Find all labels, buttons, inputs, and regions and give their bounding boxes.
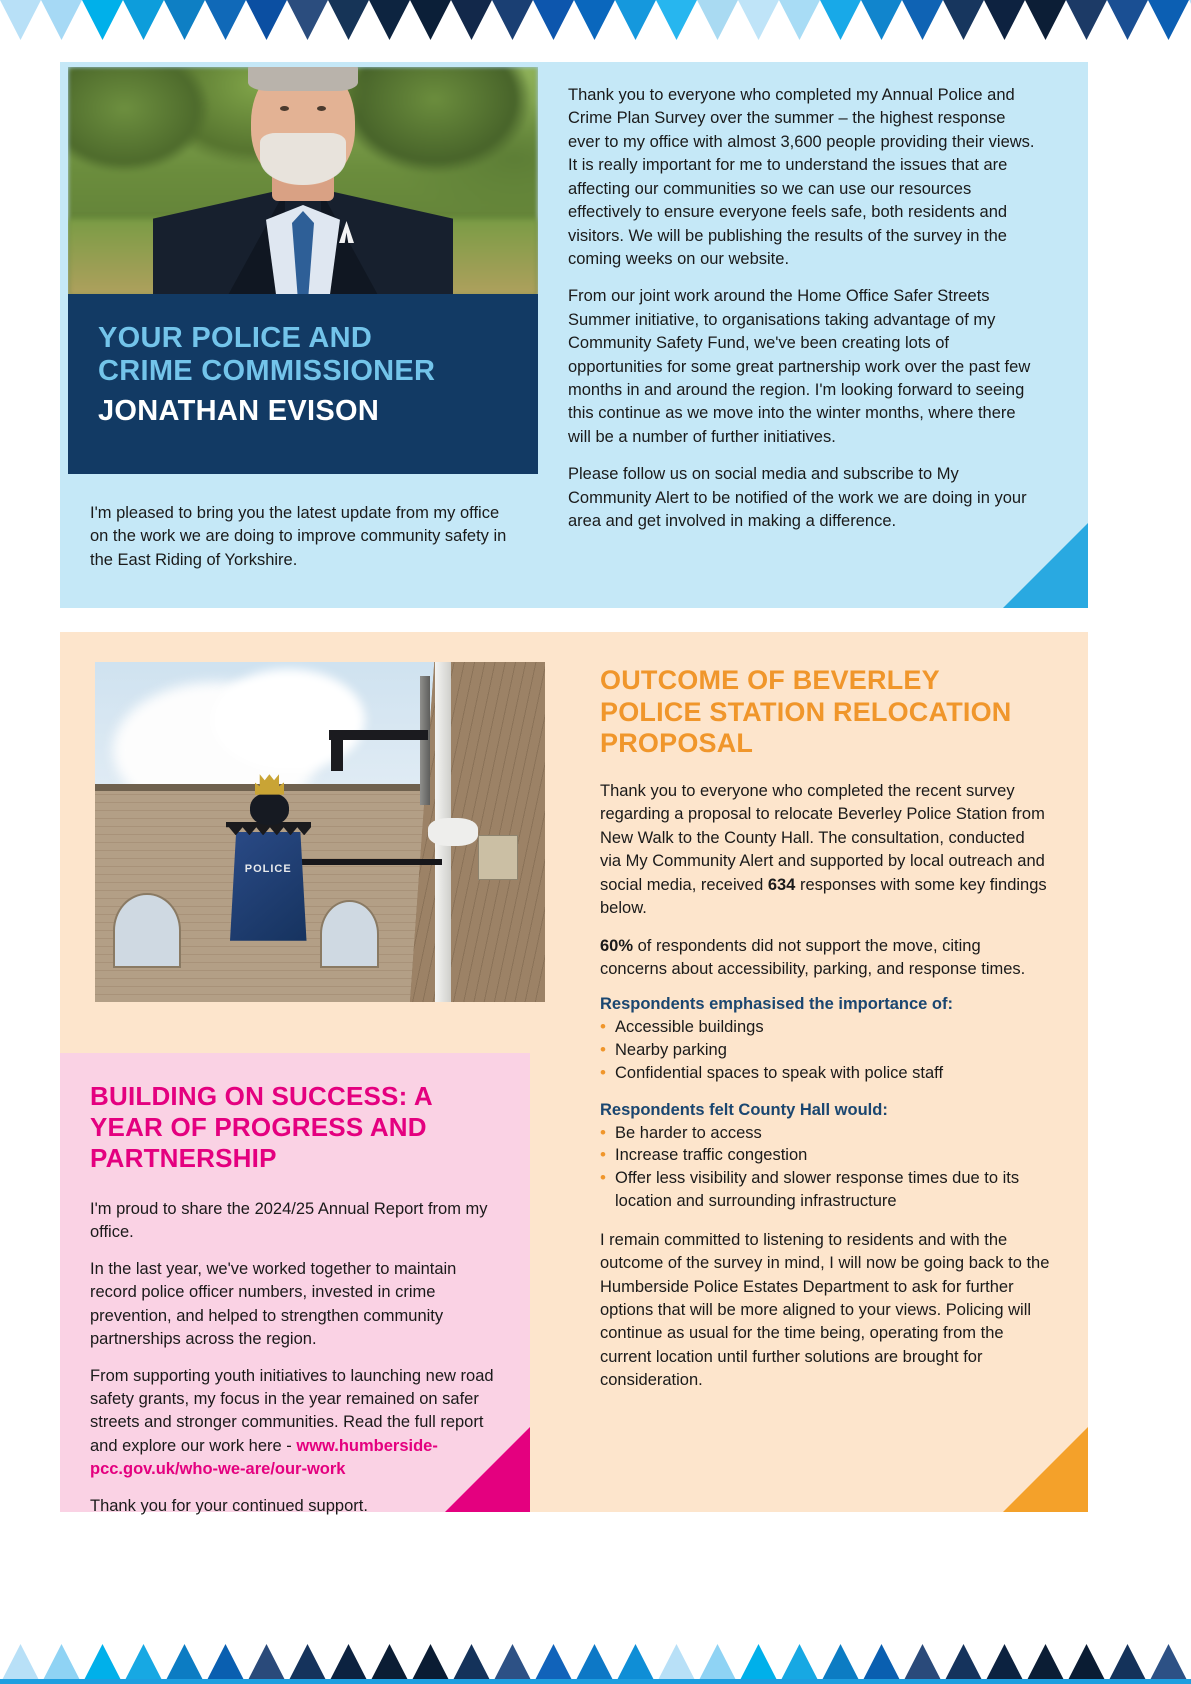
banner-triangle [779,0,820,40]
beverley-p2-post: of respondents did not support the move, citing concerns about accessibility, parking, and response times. [600,936,1026,978]
banner-triangle [492,1644,533,1684]
beverley-paragraph-2 [600,935,1050,982]
list-1-heading: Respondents emphasised the importance of: [600,995,953,1014]
banner-triangle [41,1644,82,1684]
banner-triangle [574,0,615,40]
commissioner-name: JONATHAN EVISON [98,394,380,427]
banner-triangle [1025,1644,1066,1684]
banner-triangle [328,1644,369,1684]
banner-triangle [779,1644,820,1684]
success-paragraph-4: Thank you for your continued support. [90,1496,368,1515]
banner-triangle [246,0,287,40]
banner-triangle [697,0,738,40]
banner-triangle [738,0,779,40]
bottom-accent-bar [0,1679,1191,1684]
banner-triangle [861,0,902,40]
banner-triangle [451,0,492,40]
intro-subtitle: I'm pleased to bring you the latest update from my office on the work we are doing to improve community safety in the East Riding of Yorkshire. [90,504,507,569]
success-paragraph-2: In the last year, we've worked together to maintain record police officer numbers, invested in crime prevention, and helped to strengthen community partnerships across the region. [90,1259,457,1349]
banner-triangle [82,0,123,40]
beverley-paragraph-1 [600,780,1050,921]
list-2-heading: Respondents felt County Hall would: [600,1100,888,1119]
banner-triangle [902,0,943,40]
banner-triangle [41,0,82,40]
success-paragraph-1: I'm proud to share the 2024/25 Annual Report from my office. [90,1200,488,1242]
banner-triangle [615,0,656,40]
headline-line-1: YOUR POLICE AND [98,322,373,354]
banner-triangle [533,0,574,40]
success-paragraph-3 [90,1365,502,1482]
banner-triangle [697,1644,738,1684]
banner-triangle [287,1644,328,1684]
banner-triangle [164,0,205,40]
list-item: • Be harder to access [600,1122,1050,1145]
commissioner-photo [68,67,538,297]
county-hall-concerns-list [600,1122,1050,1213]
banner-triangle [369,1644,410,1684]
list-item: • Nearby parking [600,1039,1050,1062]
list-item: • Offer less visibility and slower response times due to its location and surrounding infrastructure [600,1167,1050,1213]
banner-triangle [369,0,410,40]
success-section [60,1053,530,1515]
beverley-heading: OUTCOME OF BEVERLEY POLICE STATION RELOCATION PROPOSAL [600,665,1012,759]
lamp-label: POLICE [244,862,292,875]
beverley-closing-paragraph: I remain committed to listening to residents and with the outcome of the survey in mind, I will now be going back to the Humberside Police Estates Department to ask for further options that will be more aligned to your views. Policing will continue as usual for the time being, operating from the current location until further solutions are brought for consideration. [600,1230,1050,1390]
banner-triangle [492,0,533,40]
banner-triangle [205,0,246,40]
banner-triangle [1066,1644,1107,1684]
beverley-p1-pre: Thank you to everyone who completed the recent survey regarding a proposal to relocate Beverley Police Station from New Walk to the County Hall. The consultation, conducted via My Community Alert and supported by local outreach and social media, received [600,782,1045,894]
annual-report-link[interactable]: www.humberside-pcc.gov.uk/who-we-are/our-work [90,1436,438,1479]
banner-triangle [943,1644,984,1684]
banner-triangle [410,0,451,40]
banner-triangle [1107,1644,1148,1684]
banner-triangle [0,1644,41,1684]
banner-triangle [1148,0,1189,40]
list-item: • Accessible buildings [600,1016,1050,1039]
banner-triangle [328,0,369,40]
banner-triangle [410,1644,451,1684]
banner-triangle [533,1644,574,1684]
banner-triangle [820,1644,861,1684]
banner-triangle [123,0,164,40]
banner-triangle [656,0,697,40]
banner-triangle [902,1644,943,1684]
beverley-p1-post: responses with some key findings below. [600,875,1047,918]
banner-triangle [574,1644,615,1684]
list-item: • Increase traffic congestion [600,1144,1050,1167]
success-p3-pre: From supporting youth initiatives to launching new road safety grants, my focus in the year remained on safer streets and stronger communities. Read the full report and explore our work here - [90,1366,494,1455]
banner-triangle [0,0,41,40]
success-heading: BUILDING ON SUCCESS: A YEAR OF PROGRESS AND PARTNERSHIP [90,1081,432,1174]
success-body [90,1198,502,1531]
opposition-percentage: 60% [600,936,634,955]
banner-triangle [943,0,984,40]
intro-paragraph-1: Thank you to everyone who completed my Annual Police and Crime Plan Survey over the summer – the highest response ever to my office with almost 3,600 people providing their views. It is really important for me to understand the issues that are affecting our communities so we can use our resources effectively to ensure everyone feels safe, both residents and visitors. We will be publishing the results of the survey in the coming weeks on our website. [568,86,1035,268]
banner-triangle [984,0,1025,40]
list-item: • Confidential spaces to speak with police staff [600,1062,1050,1085]
response-count: 634 [767,875,796,894]
banner-triangle [164,1644,205,1684]
banner-triangle [615,1644,656,1684]
headline-line-2: CRIME COMMISSIONER [98,354,436,387]
banner-triangle [1148,1644,1189,1684]
banner-triangle [820,0,861,40]
banner-triangle [451,1644,492,1684]
police-lamp-photo [95,662,545,1002]
banner-triangle [1066,0,1107,40]
banner-triangle [984,1644,1025,1684]
banner-triangle [738,1644,779,1684]
banner-triangle [205,1644,246,1684]
intro-paragraph-3: Please follow us on social media and subscribe to My Community Alert to be notified of the work we are doing in your area and get involved in making a difference. [568,465,1027,531]
name-plate [68,294,538,474]
banner-triangle [861,1644,902,1684]
banner-triangle [1025,0,1066,40]
intro-section [60,62,1088,608]
banner-triangle [246,1644,287,1684]
banner-triangle [123,1644,164,1684]
banner-triangle [1107,0,1148,40]
bottom-decorative-banner [0,1644,1191,1684]
corner-triangle-decoration [1003,1427,1088,1512]
banner-triangle [656,1644,697,1684]
intro-paragraph-2: From our joint work around the Home Office Safer Streets Summer initiative, to organisations taking advantage of my Community Safety Fund, we've been creating lots of opportunities for some great partnership work over the past few months in and around the region. I'm looking forward to seeing this continue as we move into the winter months, where there will be a number of further initiatives. [568,287,1031,446]
intro-body-column [568,84,1040,548]
top-decorative-banner [0,0,1191,40]
beverley-body [600,780,1050,1407]
banner-triangle [82,1644,123,1684]
importance-list [600,1016,1050,1084]
banner-triangle [287,0,328,40]
